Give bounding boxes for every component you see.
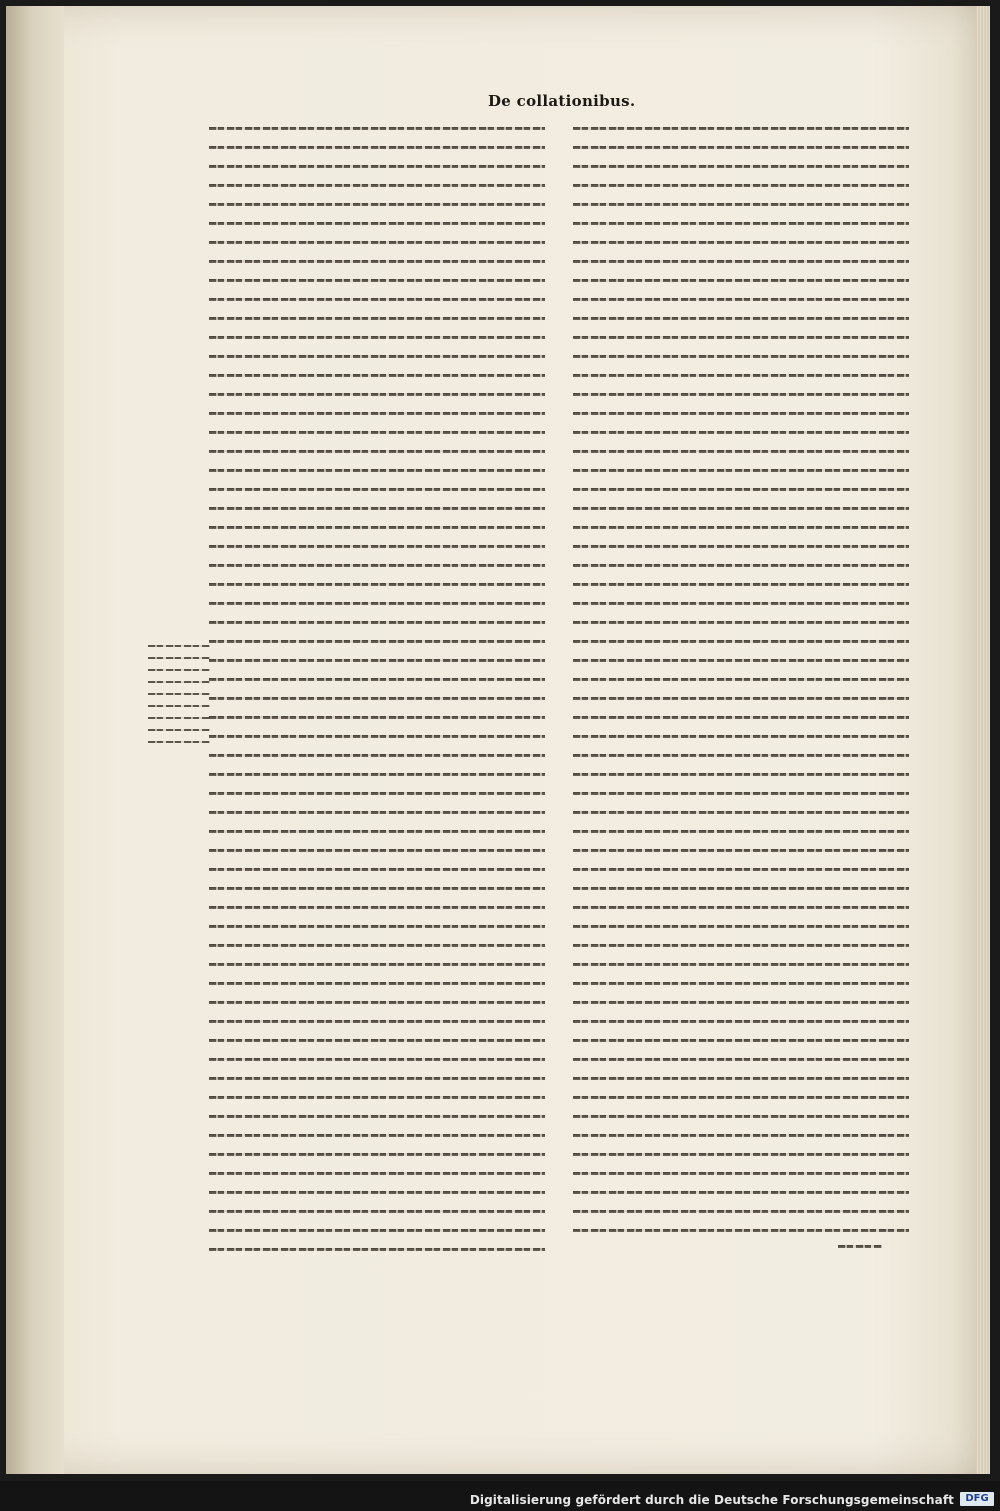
gutter-edge [6,6,64,1474]
left-text-column [209,122,545,1264]
dfg-logo: DFG [960,1492,994,1506]
text-lines [209,122,545,1264]
footer-credit: Digitalisierung gefördert durch die Deutsche Forschungsgemeinschaft [469,1493,954,1507]
catchword-lines [838,1240,882,1264]
book-page [6,6,990,1474]
margin-note [148,642,210,746]
catchword [838,1240,882,1264]
text-lines [573,122,909,1240]
running-head: De collationibus. [488,92,636,110]
right-text-column [573,122,909,1240]
margin-note-lines [148,642,210,746]
page-edge [976,6,990,1474]
